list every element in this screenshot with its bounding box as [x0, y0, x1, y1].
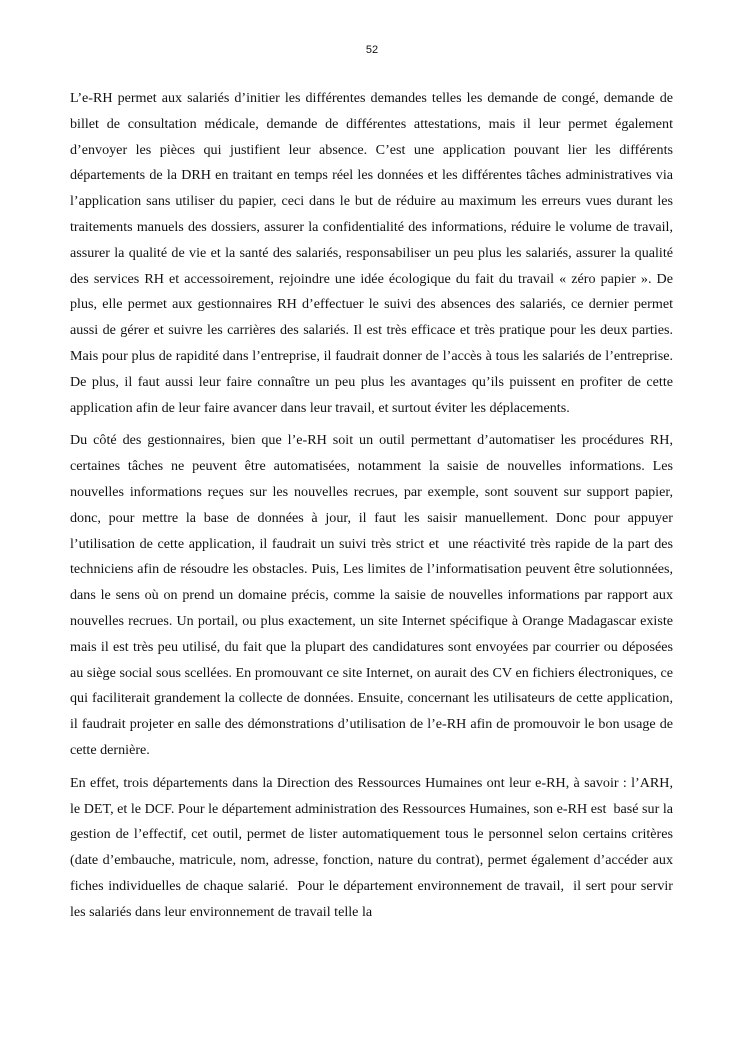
paragraph-1: L’e-RH permet aux salariés d’initier les différentes demandes telles les demande de congé, demande de billet de consultation médicale, demande de différentes attestations, mais il leur permet également d’envoyer les pièces qui justifient leur absence. C’est une application pouvant lier les différents départements de la DRH en traitant en temps réel les données et les différentes tâches administratives via l’application sans utiliser du papier, ceci dans le but de réduire au maximum les erreurs vues durant les traitements manuels des dossiers, assurer la confidentialité des informations, réduire le volume de travail, assurer la qualité de vie et la santé des salariés, responsabiliser un peu plus les salariés, assurer la qualité des services RH et accessoirement, rejoindre une idée écologique du fait du travail « zéro papier ». De plus, elle permet aux gestionnaires RH d’effectuer le suivi des absences des salariés, ce dernier permet aussi de gérer et suivre les carrières des salariés. Il est très efficace et très pratique pour les deux parties. Mais pour plus de rapidité dans l’entreprise, il faudrait donner de l’accès à tous les salariés de l’entreprise. De plus, il faut aussi leur faire connaître un peu plus les avantages qu’ils puissent en profiter de cette application afin de leur faire avancer dans leur travail, et surtout éviter les déplacements.	[70, 90, 681, 416]
body-text	[70, 86, 681, 933]
paragraph-2: Du côté des gestionnaires, bien que l’e-RH soit un outil permettant d’automatiser les procédures RH, certaines tâches ne peuvent être automatisées, notamment la saisie de nouvelles informations. Les nouvelles informations reçues sur les nouvelles recrues, par exemple, sont souvent sur support papier, donc, pour mettre la base de données à jour, il faut les saisir manuellement. Donc pour appuyer l’utilisation de cette application, il faudrait un suivi très strict et une réactivité très rapide de la part des techniciens afin de résoudre les obstacles. Puis, Les limites de l’informatisation peuvent être solutionnées, dans le sens où on prend un domaine précis, comme la saisie de nouvelles informations par rapport aux nouvelles recrues. Un portail, ou plus exactement, un site Internet spécifique à Orange Madagascar existe mais il est très peu utilisé, du fait que la plupart des candidatures sont envoyées par courrier ou déposées au siège social sous scellées. En promouvant ce site Internet, on aurait des CV en fichiers électroniques, ce qui faciliterait grandement la collecte de données. Ensuite, concernant les utilisateurs de cette application, il faudrait projeter en salle des démonstrations d’utilisation de l’e-RH afin de promouvoir le bon usage de cette dernière.	[70, 432, 677, 758]
paragraph-3: En effet, trois départements dans la Direction des Ressources Humaines ont leur e-RH, à savoir : l’ARH, le DET, et le DCF. Pour le département administration des Ressources Humaines, son e-RH est basé sur la gestion de l’effectif, cet outil, permet de lister automatiquement tous le personnel selon certains critères (date d’embauche, matricule, nom, adresse, fonction, nature du contrat), permet également d’accéder aux fiches individuelles de chaque salarié. Pour le département environnement de travail, il sert pour servir les salariés dans leur environnement de travail telle la	[70, 774, 677, 920]
page-number: 52	[365, 44, 379, 56]
